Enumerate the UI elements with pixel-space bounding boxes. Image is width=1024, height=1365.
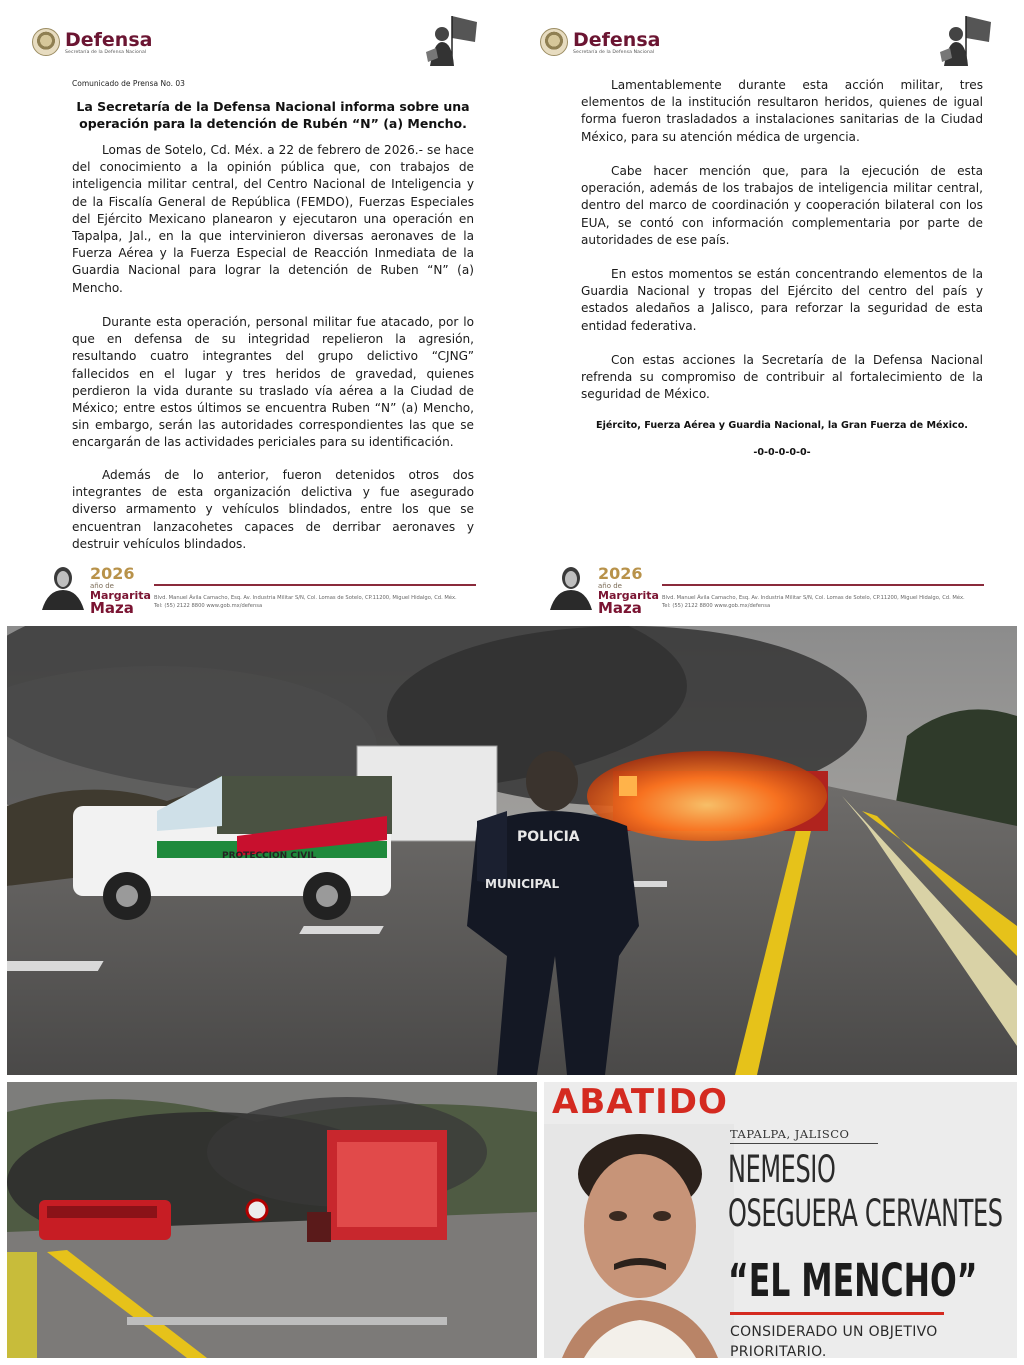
footer-name-2: Maza (90, 599, 134, 617)
suspect-portrait-image (544, 1124, 734, 1358)
footer-name-1: Margarita (598, 589, 659, 602)
footer-phone: Tel: (55) 2122 8800 www.gob.mx/defensa (154, 603, 263, 609)
logo-title: Defensa (65, 28, 153, 51)
name-line-2: OSEGUERA CERVANTES (728, 1192, 1003, 1235)
location-divider (730, 1143, 878, 1144)
press-release-page-1 (0, 0, 512, 618)
paragraph-3: En estos momentos se están concentrando elementos de la Guardia Nacional y tropas del Ejército del centro del país y estados aledaños a Jalisco, para reforzar la seguridad de esta entidad federativa. (581, 267, 983, 333)
national-seal-icon (540, 28, 568, 56)
footer-address: Blvd. Manuel Ávila Camacho, Esq. Av. Industria Militar S/N, Col. Lomas de Sotelo, CP.11200, Miguel Hidalgo, Cd. Méx. (154, 595, 457, 601)
heroine-flag-emblem-icon (936, 12, 994, 68)
year-badge (598, 566, 660, 616)
press-release-heading (72, 98, 474, 132)
national-seal-icon (32, 28, 60, 56)
paragraph-2: Durante esta operación, personal militar fue atacado, por lo que en defensa de su integridad repelieron la agresión, resultando cuatro integrantes del grupo delictivo “CJNG” fallecidos en el lugar y tres heridos de gravedad, quienes perdieron la vida durante su traslado vía aérea a la Ciudad de México; entre estos últimos se encuentra Ruben “N” (a) Mencho, sin embargo, serán las autoridades correspondientes las que se encargarán de las actividades periciales para su identificación. (72, 315, 474, 450)
footer-name-2: Maza (598, 599, 642, 617)
footer-divider (154, 584, 476, 586)
alias-divider (730, 1312, 944, 1315)
year-badge (90, 566, 152, 616)
footer-year: 2026 (90, 564, 135, 583)
abatido-headline: ABATIDO (552, 1082, 728, 1122)
paragraph-2: Cabe hacer mención que, para la ejecución de esta operación, además de los trabajos de inteligencia militar central, dentro del marco de coordinación y cooperación bilateral con los EUA, se contó con información complementaria por parte de autoridades de ese país. (581, 164, 983, 247)
end-mark: -0-0-0-0-0- (753, 447, 811, 458)
paragraph-4: Con estas acciones la Secretaría de la Defensa Nacional refrenda su compromiso de contribuir al fortalecimiento de la seguridad de México. (581, 353, 983, 402)
paragraph-1: Lamentablemente durante esta acción militar, tres elementos de la institución resultaron heridos, quienes de igual forma fueron trasladados a instalaciones sanitarias de la Ciudad México, para su atención médica de urgencia. (581, 78, 983, 144)
footer-year: 2026 (598, 564, 643, 583)
alias-label: “EL MENCHO” (728, 1254, 978, 1307)
priority-note-line-2: PRIORITARIO. (730, 1344, 827, 1358)
footer-address-block (154, 594, 484, 610)
footer-address-block (662, 594, 992, 610)
margarita-maza-portrait-icon (546, 562, 596, 610)
footer-address: Blvd. Manuel Ávila Camacho, Esq. Av. Industria Militar S/N, Col. Lomas de Sotelo, CP.11200, Miguel Hidalgo, Cd. Méx. (662, 595, 965, 601)
heroine-flag-emblem-icon (422, 12, 480, 68)
footer-divider (662, 584, 984, 586)
priority-note (730, 1322, 938, 1358)
footer-year-small: año de (90, 582, 114, 590)
institutional-motto: Ejército, Fuerza Aérea y Guardia Nacional, la Gran Fuerza de México. (596, 420, 968, 431)
page-footer (512, 562, 1024, 617)
officer-back-label-2: MUNICIPAL (485, 877, 560, 891)
paragraph-3: Además de lo anterior, fueron detenidos otros dos integrantes de esta organización delictiva y fue asegurado diverso armamento y vehículos blindados, entre los que se encuentran lanzacohetes capaces de derribar aeronaves y destruir vehículos blindados. (72, 468, 474, 551)
abatido-graphic (544, 1082, 1017, 1358)
page-footer (0, 562, 512, 617)
name-line-1: NEMESIO (728, 1148, 836, 1191)
logo-title: Defensa (573, 28, 661, 51)
heading-line-2: operación para la detención de Rubén “N” (a) Mencho. (79, 116, 467, 131)
defensa-logo (32, 24, 152, 60)
truck-door-label: PROTECCION CIVIL (222, 851, 317, 861)
communique-number: Comunicado de Prensa No. 03 (72, 79, 185, 88)
defensa-logo (540, 24, 660, 60)
press-release-page-2 (512, 0, 1024, 618)
burning-bus-truck-scene (7, 1082, 537, 1358)
location-label: TAPALPA, JALISCO (730, 1127, 850, 1141)
margarita-maza-portrait-icon (38, 562, 88, 610)
burning-vehicles-photo (7, 1082, 537, 1358)
logo-subtitle: Secretaría de la Defensa Nacional (65, 49, 147, 55)
officer-back-label-1: POLICIA (517, 829, 580, 845)
footer-name-1: Margarita (90, 589, 151, 602)
footer-phone: Tel: (55) 2122 8800 www.gob.mx/defensa (662, 603, 771, 609)
footer-year-small: año de (598, 582, 622, 590)
burning-bus-highway-scene (7, 626, 1017, 1075)
priority-note-line-1: CONSIDERADO UN OBJETIVO (730, 1324, 938, 1340)
heading-line-1: La Secretaría de la Defensa Nacional informa sobre una (76, 99, 470, 114)
highway-blockade-photo (7, 626, 1017, 1075)
paragraph-1: Lomas de Sotelo, Cd. Méx. a 22 de febrero de 2026.- se hace del conocimiento a la opinión pública que, con trabajos de inteligencia militar central, del Centro Nacional de Inteligencia y de la Fiscalía General de República (FEMDO), Fuerzas Especiales del Ejército Mexicano planearon y ejecutaron una operación en Tapalpa, Jal., en la que intervinieron diversas aeronaves de la Fuerza Aérea y la Fuerza Especial de Reacción Inmediata de la Guardia Nacional para lograr la detención de Ruben “N” (a) Mencho. (72, 143, 474, 295)
logo-subtitle: Secretaría de la Defensa Nacional (573, 49, 655, 55)
